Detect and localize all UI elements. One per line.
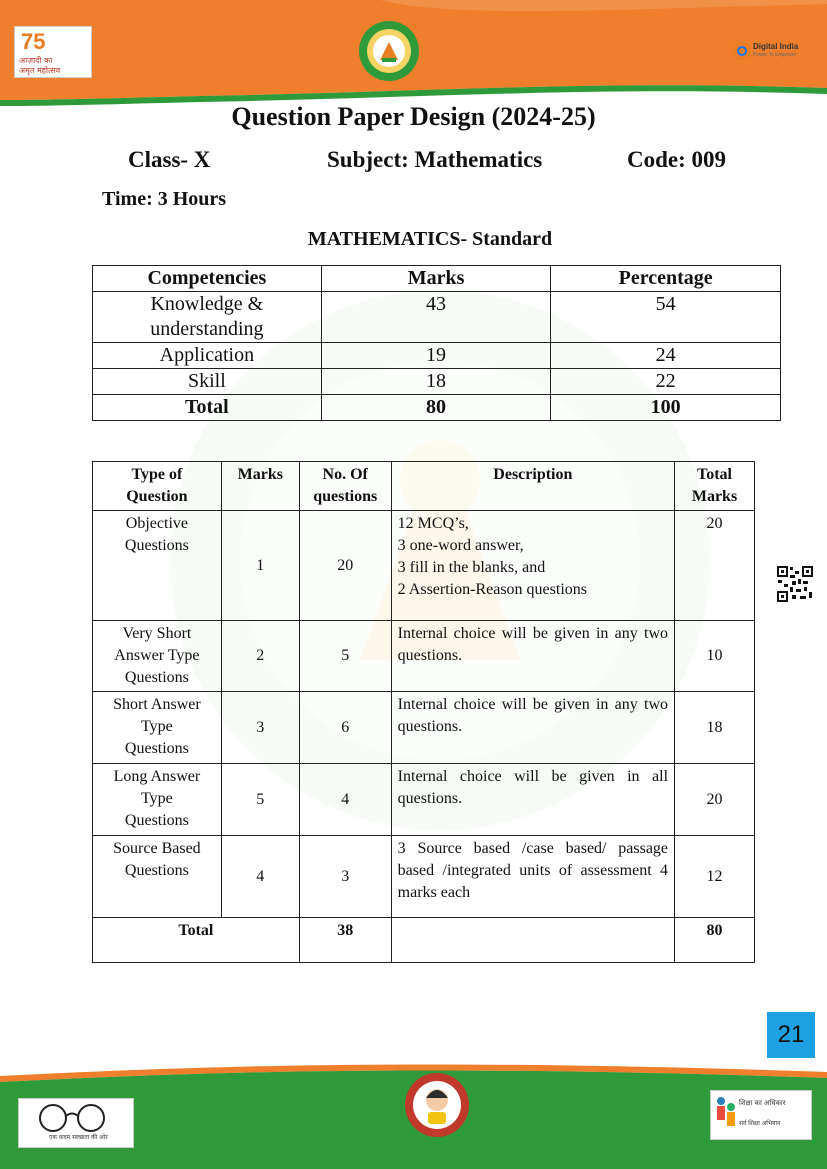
- total-row: [93, 395, 781, 421]
- table-header-row: [93, 266, 781, 292]
- type-line: Questions: [124, 740, 189, 757]
- table-row: [93, 692, 755, 764]
- table-row: [93, 292, 781, 343]
- type-line: Short Answer: [113, 696, 201, 713]
- question-type: [93, 764, 222, 836]
- column-header: Percentage: [551, 266, 781, 292]
- competency-percentage: 22: [551, 369, 781, 395]
- column-header-total: [675, 462, 755, 511]
- total-percentage: 100: [551, 395, 781, 421]
- header-line: No. Of: [322, 466, 368, 483]
- total-marks: 80: [321, 395, 551, 421]
- beti-bachao-logo-icon: [404, 1072, 470, 1138]
- question-type: [93, 836, 222, 918]
- shiksha-ka-adhikar-logo: [710, 1090, 812, 1140]
- question-marks: 1: [221, 511, 299, 621]
- board-seal-icon: [358, 20, 420, 82]
- header-line: Type of: [131, 466, 183, 483]
- question-marks: 3: [221, 692, 299, 764]
- question-total: 20: [675, 764, 755, 836]
- description-line: 3 one-word answer,: [397, 537, 524, 554]
- total-description: [391, 918, 674, 963]
- section-title: MATHEMATICS- Standard: [307, 228, 553, 250]
- total-marks: 80: [675, 918, 755, 963]
- question-total: 10: [675, 621, 755, 692]
- question-total: 20: [675, 511, 755, 621]
- table-row: [93, 511, 755, 621]
- competency-percentage: 24: [551, 343, 781, 369]
- azadi-logo-line2: अमृत महोत्सव: [19, 66, 61, 75]
- question-count: 6: [299, 692, 391, 764]
- competency-name-line: Knowledge &: [150, 293, 264, 315]
- digital-india-text: Digital India: [753, 42, 799, 51]
- page-number-badge: 21: [767, 1012, 815, 1058]
- time-label: Time: 3 Hours: [102, 188, 227, 210]
- type-line: Long Answer: [113, 768, 201, 785]
- question-description: Internal choice will be given in any two questions.: [391, 692, 674, 764]
- question-description: 3 Source based /case based/ passage based /integrated units of assessment 4 marks each: [391, 836, 674, 918]
- subject-label: Subject: Mathematics: [327, 147, 543, 172]
- competency-percentage: 54: [551, 292, 781, 343]
- table-header-row: [93, 462, 755, 511]
- question-marks: 4: [221, 836, 299, 918]
- question-count: 4: [299, 764, 391, 836]
- column-header: Competencies: [93, 266, 322, 292]
- total-label: Total: [93, 918, 300, 963]
- question-description: Internal choice will be given in all questions.: [391, 764, 674, 836]
- type-line: Answer Type: [114, 647, 200, 664]
- competency-name: [93, 292, 322, 343]
- glasses-icon: [25, 1101, 125, 1135]
- table-row: [93, 621, 755, 692]
- header-line: questions: [313, 488, 378, 505]
- description-line: 12 MCQ’s,: [397, 515, 469, 532]
- shiksha-title: शिक्षा का अधिकार: [739, 1099, 786, 1107]
- question-type: [93, 511, 222, 621]
- column-header-type: [93, 462, 222, 511]
- digital-india-logo: [733, 36, 803, 66]
- type-line: Questions: [124, 862, 189, 879]
- competency-marks: 19: [321, 343, 551, 369]
- competency-marks: 43: [321, 292, 551, 343]
- question-marks: 5: [221, 764, 299, 836]
- total-count: 38: [299, 918, 391, 963]
- shiksha-tagline: सर्व शिक्षा अभियान: [739, 1120, 781, 1127]
- children-reading-icon: [713, 1095, 737, 1135]
- question-marks: 2: [221, 621, 299, 692]
- competency-name-line: understanding: [150, 318, 264, 340]
- question-type: [93, 621, 222, 692]
- type-line: Objective: [125, 515, 188, 532]
- azadi-ka-amrit-mahotsav-logo: [14, 26, 92, 78]
- qr-code-icon[interactable]: [776, 565, 814, 603]
- question-total: 12: [675, 836, 755, 918]
- azadi-logo-number: 75: [21, 29, 46, 54]
- question-description: Internal choice will be given in any two questions.: [391, 621, 674, 692]
- header-line: Question: [126, 488, 188, 505]
- swachh-bharat-logo: [18, 1098, 134, 1148]
- swachh-tagline: एक कदम स्वच्छता की ओर: [49, 1134, 108, 1141]
- question-count: 3: [299, 836, 391, 918]
- type-line: Very Short: [122, 625, 192, 642]
- column-header-marks: Marks: [221, 462, 299, 511]
- question-count: 5: [299, 621, 391, 692]
- code-label: Code: 009: [627, 147, 727, 172]
- total-label: Total: [93, 395, 322, 421]
- digital-india-tagline: Power To Empower: [753, 52, 797, 58]
- competency-marks: 18: [321, 369, 551, 395]
- description-line: 3 fill in the blanks, and: [397, 559, 546, 576]
- class-label: Class- X: [128, 147, 211, 172]
- column-header-description: Description: [391, 462, 674, 511]
- type-line: Questions: [124, 537, 189, 554]
- table-row: [93, 836, 755, 918]
- type-line: Source Based: [113, 840, 201, 857]
- question-description: [391, 511, 674, 621]
- competency-name: Application: [93, 343, 322, 369]
- question-design-table: [92, 461, 755, 963]
- column-header-count: [299, 462, 391, 511]
- page-title: Question Paper Design (2024-25): [231, 102, 596, 131]
- header-line: Total: [697, 466, 732, 483]
- column-header: Marks: [321, 266, 551, 292]
- competency-table: [92, 265, 781, 421]
- type-line: Questions: [124, 669, 189, 686]
- table-row: [93, 343, 781, 369]
- type-line: Questions: [124, 812, 189, 829]
- question-total: 18: [675, 692, 755, 764]
- type-line: Type: [141, 790, 173, 807]
- description-line: 2 Assertion-Reason questions: [397, 581, 587, 598]
- total-row: [93, 918, 755, 963]
- type-line: Type: [141, 718, 173, 735]
- digital-india-mark-icon: [733, 40, 751, 62]
- header-line: Marks: [691, 488, 738, 505]
- table-row: [93, 369, 781, 395]
- competency-name: Skill: [93, 369, 322, 395]
- question-count: 20: [299, 511, 391, 621]
- question-type: [93, 692, 222, 764]
- table-row: [93, 764, 755, 836]
- azadi-logo-line1: आज़ादी का: [19, 56, 53, 65]
